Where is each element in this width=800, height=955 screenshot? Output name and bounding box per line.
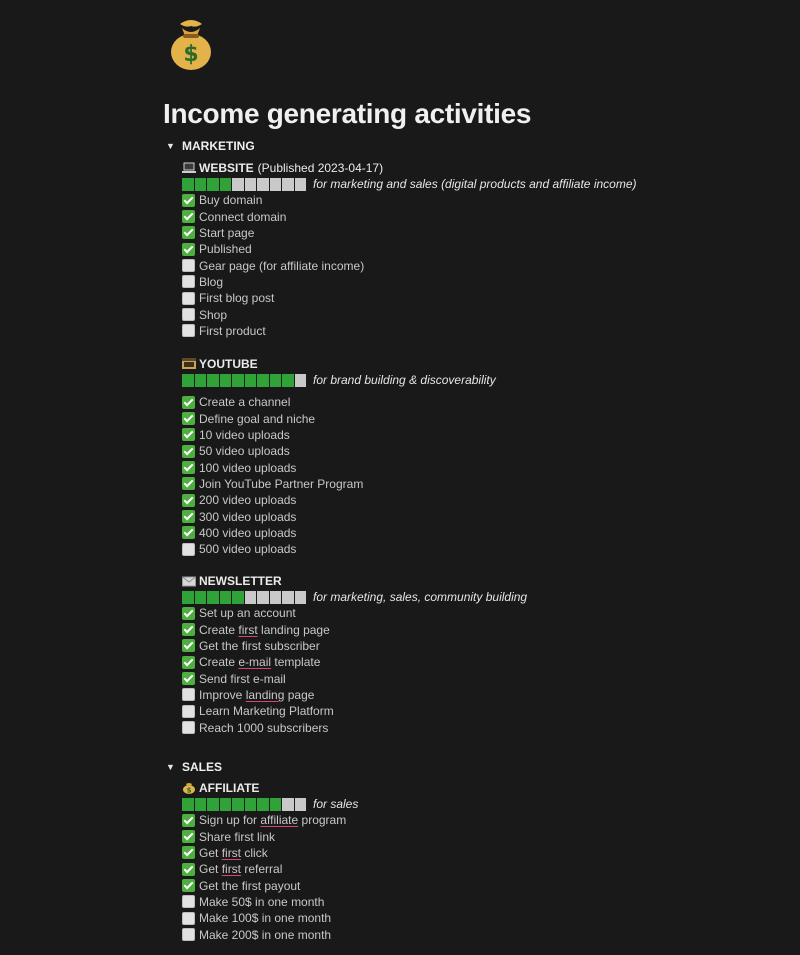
checklist-item bbox=[182, 427, 496, 443]
checklist-item bbox=[182, 812, 358, 828]
checklist-item bbox=[182, 654, 527, 670]
checklist-item bbox=[182, 394, 496, 410]
unchecked-box-icon[interactable] bbox=[182, 912, 195, 925]
checklist-item bbox=[182, 687, 527, 703]
checked-box-icon[interactable] bbox=[182, 428, 195, 441]
checklist-item-text: Buy domain bbox=[199, 193, 263, 208]
progress-segment-done bbox=[232, 591, 245, 604]
checklist-item-text: Connect domain bbox=[199, 209, 287, 224]
checked-box-icon[interactable] bbox=[182, 879, 195, 892]
progress-segment-done bbox=[282, 374, 295, 387]
checked-box-icon[interactable] bbox=[182, 243, 195, 256]
checklist-item bbox=[182, 845, 358, 861]
checklist-item bbox=[182, 476, 496, 492]
checklist-item-text: Create a channel bbox=[199, 395, 291, 410]
block-title: NEWSLETTER bbox=[199, 574, 282, 588]
progress-segment-todo bbox=[245, 591, 258, 604]
checklist-item-text: Get the first payout bbox=[199, 878, 301, 893]
progress-segment-todo bbox=[295, 798, 308, 811]
progress-purpose: for sales bbox=[313, 797, 359, 811]
unchecked-box-icon[interactable] bbox=[182, 259, 195, 272]
block-title: AFFILIATE bbox=[199, 781, 260, 795]
unchecked-box-icon[interactable] bbox=[182, 543, 195, 556]
progress-segment-todo bbox=[295, 374, 308, 387]
checklist-item-text: Create e-mail template bbox=[199, 655, 321, 670]
checklist-item-text: 400 video uploads bbox=[199, 525, 297, 540]
newsletter-block bbox=[182, 573, 527, 736]
unchecked-box-icon[interactable] bbox=[182, 721, 195, 734]
unchecked-box-icon[interactable] bbox=[182, 324, 195, 337]
section-label: SALES bbox=[182, 760, 223, 774]
checklist-item bbox=[182, 638, 527, 654]
checked-box-icon[interactable] bbox=[182, 656, 195, 669]
block-heading bbox=[182, 160, 637, 176]
progress-segment-todo bbox=[295, 591, 308, 604]
progress-segment-done bbox=[245, 798, 258, 811]
toggle-marketing[interactable] bbox=[166, 137, 255, 155]
page-title: Income generating activities bbox=[163, 98, 532, 129]
checklist-item bbox=[182, 926, 358, 942]
checked-box-icon[interactable] bbox=[182, 607, 195, 620]
checked-box-icon[interactable] bbox=[182, 412, 195, 425]
checklist-item-text: 50 video uploads bbox=[199, 444, 290, 459]
progress-row bbox=[182, 589, 527, 605]
progress-segment-done bbox=[207, 591, 220, 604]
checklist-item bbox=[182, 525, 496, 541]
checklist-item-text: Published bbox=[199, 242, 252, 257]
checked-box-icon[interactable] bbox=[182, 210, 195, 223]
progress-segment-done bbox=[232, 798, 245, 811]
progress-bar bbox=[182, 178, 307, 191]
progress-purpose: for marketing, sales, community building bbox=[313, 590, 528, 604]
progress-purpose: for marketing and sales (digital products and affiliate income) bbox=[313, 177, 637, 191]
checklist-item bbox=[182, 306, 637, 322]
progress-segment-done bbox=[182, 591, 195, 604]
envelope-icon bbox=[182, 575, 196, 587]
film-icon bbox=[182, 358, 196, 370]
progress-bar bbox=[182, 591, 307, 604]
progress-segment-todo bbox=[232, 178, 245, 191]
progress-segment-todo bbox=[257, 178, 270, 191]
checked-box-icon[interactable] bbox=[182, 445, 195, 458]
toggle-arrow-icon[interactable]: ▼ bbox=[166, 141, 175, 151]
unchecked-box-icon[interactable] bbox=[182, 292, 195, 305]
checklist bbox=[182, 394, 496, 557]
affiliate-block bbox=[182, 780, 358, 943]
checklist-item bbox=[182, 828, 358, 844]
progress-bar bbox=[182, 798, 307, 811]
progress-segment-done bbox=[270, 798, 283, 811]
checklist-item bbox=[182, 670, 527, 686]
money-bag-icon[interactable] bbox=[164, 14, 218, 72]
youtube-block bbox=[182, 356, 496, 557]
checklist-item bbox=[182, 443, 496, 459]
progress-purpose: for brand building & discoverability bbox=[313, 373, 496, 387]
checklist-item bbox=[182, 861, 358, 877]
checklist-item bbox=[182, 257, 637, 273]
checklist-item bbox=[182, 241, 637, 257]
checklist-item-text: 10 video uploads bbox=[199, 427, 290, 442]
unchecked-box-icon[interactable] bbox=[182, 705, 195, 718]
checklist-item bbox=[182, 894, 358, 910]
checklist-item-text: Sign up for affiliate program bbox=[199, 813, 347, 828]
checked-box-icon[interactable] bbox=[182, 639, 195, 652]
checked-box-icon[interactable] bbox=[182, 477, 195, 490]
progress-segment-todo bbox=[282, 178, 295, 191]
checklist-item bbox=[182, 274, 637, 290]
svg-text:$: $ bbox=[186, 786, 192, 794]
block-heading bbox=[182, 356, 496, 372]
progress-segment-done bbox=[182, 374, 195, 387]
unchecked-box-icon[interactable] bbox=[182, 688, 195, 701]
progress-segment-done bbox=[195, 374, 208, 387]
progress-segment-done bbox=[207, 178, 220, 191]
checklist-item-text: Set up an account bbox=[199, 606, 296, 621]
checked-box-icon[interactable] bbox=[182, 510, 195, 523]
progress-segment-done bbox=[207, 798, 220, 811]
progress-segment-done bbox=[207, 374, 220, 387]
progress-bar bbox=[182, 374, 307, 387]
checked-box-icon[interactable] bbox=[182, 526, 195, 539]
checklist-item bbox=[182, 541, 496, 557]
checklist-item bbox=[182, 719, 527, 735]
checklist-item bbox=[182, 703, 527, 719]
progress-segment-todo bbox=[270, 591, 283, 604]
toggle-arrow-icon[interactable]: ▼ bbox=[166, 762, 175, 772]
toggle-sales[interactable] bbox=[166, 758, 222, 776]
money-bag-icon bbox=[182, 782, 196, 794]
checklist bbox=[182, 812, 358, 943]
checked-box-icon[interactable] bbox=[182, 814, 195, 827]
checklist-item-text: Improve landing page bbox=[199, 687, 315, 702]
unchecked-box-icon[interactable] bbox=[182, 275, 195, 288]
checked-box-icon[interactable] bbox=[182, 830, 195, 843]
checklist-item-text: Start page bbox=[199, 225, 255, 240]
checked-box-icon[interactable] bbox=[182, 396, 195, 409]
checklist-item-text: Shop bbox=[199, 307, 228, 322]
checklist-item-text: Define goal and niche bbox=[199, 411, 316, 426]
checklist-item bbox=[182, 877, 358, 893]
progress-segment-done bbox=[195, 798, 208, 811]
unchecked-box-icon[interactable] bbox=[182, 308, 195, 321]
checklist bbox=[182, 605, 527, 736]
checklist-item-text: 100 video uploads bbox=[199, 460, 297, 475]
checklist-item bbox=[182, 323, 637, 339]
checklist-item bbox=[182, 508, 496, 524]
checklist-item-text: Share first link bbox=[199, 829, 276, 844]
progress-segment-todo bbox=[245, 178, 258, 191]
checklist-item-text: Make 200$ in one month bbox=[199, 927, 332, 942]
progress-segment-todo bbox=[257, 591, 270, 604]
progress-row bbox=[182, 796, 358, 812]
checklist-item bbox=[182, 459, 496, 475]
checklist-item-text: Learn Marketing Platform bbox=[199, 704, 334, 719]
checklist-item bbox=[182, 290, 637, 306]
checklist-item-text: Gear page (for affiliate income) bbox=[199, 258, 365, 273]
checklist-item-text: Join YouTube Partner Program bbox=[199, 476, 364, 491]
checklist-item-text: Get first referral bbox=[199, 862, 283, 877]
checklist-item-text: Make 100$ in one month bbox=[199, 911, 332, 926]
svg-text:$: $ bbox=[183, 42, 199, 67]
progress-segment-done bbox=[232, 374, 245, 387]
progress-row bbox=[182, 176, 637, 192]
progress-segment-done bbox=[195, 178, 208, 191]
checklist-item-text: Make 50$ in one month bbox=[199, 894, 325, 909]
progress-segment-todo bbox=[282, 798, 295, 811]
checklist-item bbox=[182, 910, 358, 926]
checked-box-icon[interactable] bbox=[182, 623, 195, 636]
block-note: (Published 2023-04-17) bbox=[257, 161, 384, 175]
block-heading bbox=[182, 780, 358, 796]
checklist-item-text: Reach 1000 subscribers bbox=[199, 720, 329, 735]
checked-box-icon[interactable] bbox=[182, 863, 195, 876]
checklist-item-text: Get first click bbox=[199, 845, 268, 860]
progress-segment-done bbox=[270, 374, 283, 387]
checked-box-icon[interactable] bbox=[182, 494, 195, 507]
checked-box-icon[interactable] bbox=[182, 461, 195, 474]
checklist-item-text: Send first e-mail bbox=[199, 671, 286, 686]
checked-box-icon[interactable] bbox=[182, 672, 195, 685]
checklist-item bbox=[182, 410, 496, 426]
progress-segment-todo bbox=[282, 591, 295, 604]
checklist-item-text: Blog bbox=[199, 274, 224, 289]
checklist-item-text: 300 video uploads bbox=[199, 509, 297, 524]
checklist-item bbox=[182, 492, 496, 508]
progress-row bbox=[182, 372, 496, 388]
progress-segment-done bbox=[182, 178, 195, 191]
progress-segment-done bbox=[182, 798, 195, 811]
checklist-item-text: Create first landing page bbox=[199, 622, 330, 637]
website-block bbox=[182, 160, 637, 339]
checklist-item bbox=[182, 225, 637, 241]
progress-segment-done bbox=[257, 374, 270, 387]
progress-segment-todo bbox=[295, 178, 308, 191]
progress-segment-done bbox=[245, 374, 258, 387]
laptop-icon bbox=[182, 162, 196, 174]
checked-box-icon[interactable] bbox=[182, 846, 195, 859]
checklist-item bbox=[182, 621, 527, 637]
checklist-item-text: First blog post bbox=[199, 291, 275, 306]
checklist-item bbox=[182, 605, 527, 621]
checklist-item-text: 200 video uploads bbox=[199, 493, 297, 508]
checklist-item bbox=[182, 192, 637, 208]
checklist-item-text: Get the first subscriber bbox=[199, 638, 320, 653]
block-title: YOUTUBE bbox=[199, 357, 258, 371]
block-heading bbox=[182, 573, 527, 589]
unchecked-box-icon[interactable] bbox=[182, 928, 195, 941]
progress-segment-done bbox=[220, 178, 233, 191]
progress-segment-done bbox=[195, 591, 208, 604]
progress-segment-todo bbox=[270, 178, 283, 191]
checklist-item-text: First product bbox=[199, 323, 266, 338]
progress-segment-done bbox=[220, 374, 233, 387]
block-title: WEBSITE bbox=[199, 161, 254, 175]
progress-segment-done bbox=[257, 798, 270, 811]
section-label: MARKETING bbox=[182, 139, 255, 153]
checklist-item-text: 500 video uploads bbox=[199, 542, 297, 557]
progress-segment-done bbox=[220, 798, 233, 811]
checked-box-icon[interactable] bbox=[182, 226, 195, 239]
progress-segment-done bbox=[220, 591, 233, 604]
unchecked-box-icon[interactable] bbox=[182, 895, 195, 908]
checklist bbox=[182, 192, 637, 339]
checked-box-icon[interactable] bbox=[182, 194, 195, 207]
checklist-item bbox=[182, 208, 637, 224]
